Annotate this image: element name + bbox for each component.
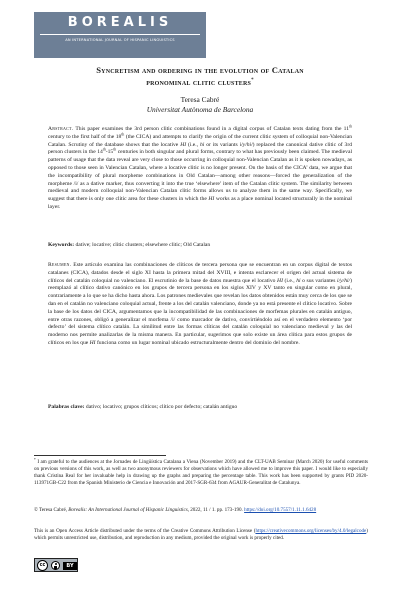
resumen-hi-4: HI xyxy=(89,339,96,346)
title-footnote-mark: * xyxy=(251,78,254,83)
resumen-text-4: ) reemplazó al clítico dativo canónico en los grupos de tercera persona en los siglos XIV y XV tanto en singular como en plural, contrariamente a lo que se ha dicho hasta ahora. Los patrones medievales que revelan los datos obtenidos están muy cerca de los que se dan en el catalán no valenciano coloquial actual, frente a los del catalán valenciano, donde ya no está presente el clítico locativo. Sobre la base de los datos del CICA, argumentamos que la incompatibilidad de las combinaciones de morfemas plurales en catalán antiguo, entre otras razones, obligó a generalizar el morfema /i/ como marcador de dativo, convirtiéndolo así en el verdadero elemento ‘por defecto’ del sistema clítico catalán. La similitud entre las formas clíticas del catalán coloquial no valenciano medieval y las del moderno nos permite analizarlas de la misma manera. En particular, sugerimos que solo existe un área clítica para estos grupos de clíticos en los que xyxy=(48,277,352,346)
creative-commons-by-icon[interactable] xyxy=(34,558,78,572)
keywords-label: Keywords: xyxy=(48,242,75,248)
attribution-person-icon xyxy=(51,561,60,570)
palabras-clave-label: Palabras clave: xyxy=(48,404,85,410)
abstract-text-6: ) replaced the canonical dative clitic of 3rd person clusters in the 14 xyxy=(48,141,352,156)
license-text-1: This is an Open Access Article distributed under the terms of the Creative Commons Attribution License ( xyxy=(34,528,256,534)
author-affiliation: Universitat Autònoma de Barcelona xyxy=(146,105,254,114)
abstract-text-3: (the CICA) and attempts to clarify the origin of the current clitic system of colloquial non-Valencian Catalan. Scrutiny of the database shows that the locative xyxy=(48,133,352,148)
footnote-text: I am grateful to the audiences at the Jornades de Lingüística Catalana a Viena (November 2019) and the CLT-UAB Seminar (March 2020) for useful comments on previous versions of this work, as well as two anonymous reviewers for observations which have allowed me to improve this paper. I would like to especially thank Cristina Real for her invaluable help in drawing up the graphs and preparing the percentage table. This work has been supported by grants PID 2020-113971GB-C22 from the Spanish Ministerio de Ciencia e Innovación and 2017-SGR-634 from AGAUR-Generalitat de Catalunya. xyxy=(34,459,368,486)
resumen-hi-3: i/y/hi/ xyxy=(337,277,351,284)
footnote-mark: * xyxy=(34,458,36,462)
resumen-label: Resumen. xyxy=(48,262,72,268)
license-notice xyxy=(34,528,368,542)
copyright-prefix: © Teresa Cabré, xyxy=(34,507,69,513)
article-title xyxy=(40,64,360,88)
abstract-hi-3: i/y/hi/ xyxy=(239,141,253,148)
keywords-text: dative; locative; clitic clusters; elsewhere clitic; Old Catalan xyxy=(74,242,211,248)
abstract-hi-1: HI xyxy=(180,141,187,148)
title-line-1: Syncretism and ordering in the evolution of Catalan xyxy=(96,65,304,75)
resumen-text-5: funciona como un lugar nominal ubicado estructuralmente dentro del dominio del nombre. xyxy=(95,339,300,346)
license-link[interactable]: https://creativecommons.org/licenses/by/4.0/legalcode xyxy=(255,528,367,534)
copyright-suffix: , 2022, 11 / 1. pp. 173-190. xyxy=(187,507,245,513)
abstract-label: Abstract. xyxy=(48,126,74,132)
license-text-2: ) which permits unrestricted use, distribution, and reproduction in any medium, provided the original work is properly cited. xyxy=(34,528,368,541)
by-label: BY xyxy=(63,562,77,570)
title-line-2-text: pronominal clitic clusters xyxy=(146,77,252,87)
abstract-sup-3: th xyxy=(102,147,106,152)
copyright-notice xyxy=(34,507,368,514)
copyright-journal: Borealis: An International Journal of Hispanic Linguistics xyxy=(68,507,188,513)
doi-link[interactable]: https://doi.org/10.7557/1.11.1.6428 xyxy=(244,507,317,513)
abstract-sup-1: th xyxy=(349,124,352,129)
resumen-text-1: Este artículo examina las combinaciones de clíticos de tercera persona que se encuentran en un corpus digital de textos catalanes (CICA), datados desde el siglo XI hasta la primera mitad del XVIII, e intenta esclarecer el origen del actual sistema de clíticos del catalán coloquial no valenciano. El escrutinio de la base de datos muestra que el locativo xyxy=(48,262,352,284)
abstract-sup-2: th xyxy=(121,132,125,137)
abstract-text-1: This paper examines the 3rd person clitic combinations found in a digital corpus of Catalan texts dating from the 11 xyxy=(73,126,350,132)
footnote xyxy=(34,459,368,487)
resumen-text-2: (i.e., xyxy=(282,277,297,284)
abstract-hi-4: HI xyxy=(208,196,215,203)
palabras-clave-text: dativo; locativo; grupos clíticos; clítico por defecto; catalán antiguo xyxy=(84,404,238,410)
abstract-text-2: century to the first half of the 18 xyxy=(48,133,122,140)
resumen xyxy=(48,262,352,348)
title-line-2 xyxy=(40,76,360,88)
journal-subtitle: AN INTERNATIONAL JOURNAL OF HISPANIC LINGUISTICS xyxy=(65,38,175,42)
abstract xyxy=(48,126,352,212)
resumen-text-3: o sus variantes xyxy=(300,277,338,284)
abstract-text-5: or its variants xyxy=(204,141,240,148)
abstract-sup-4: th xyxy=(113,147,117,152)
banner-divider xyxy=(40,34,200,35)
journal-name: BOREALIS xyxy=(67,15,173,30)
abstract-text-9: works as a place nominal located structurally in the nominal layer. xyxy=(48,196,352,210)
resumen-hi-2: hi xyxy=(296,277,301,284)
palabras-clave xyxy=(48,404,352,412)
abstract-text-4: (i.e., xyxy=(186,141,200,148)
journal-banner xyxy=(34,12,206,58)
author-name: Teresa Cabré xyxy=(180,95,220,104)
abstract-text-7: -15 xyxy=(105,149,114,156)
abstract-text-8: centuries in both singular and plural forms, contrary to what has previously been claimed. The medieval patterns of usage that the data reveal are very close to those occurring in colloquial non-Valencian Catalan as it is spoken nowadays, as opposed to those seen in Valencian Catalan, where a locative clitic is no longer present. On the basis of the CICA’ data, we argue that the incompatibility of plural morpheme combinations in Old Catalan—among other reasons—forced the generalization of the morpheme /i/ as a dative marker, thus converting it into the true ‘elsewhere’ item of the Catalan clitic system. The similarity between medieval and modern colloquial non-Valencian Catalan clitic forms allows us to analyze them in the same way. Specifically, we suggest that there is only one clitic area for these clusters in which the xyxy=(48,149,352,203)
cc-icon: cc xyxy=(37,560,48,571)
abstract-hi-2: hi xyxy=(200,141,205,148)
keywords xyxy=(48,242,352,250)
footnote-divider xyxy=(34,455,166,456)
resumen-hi-1: HI xyxy=(277,277,283,284)
